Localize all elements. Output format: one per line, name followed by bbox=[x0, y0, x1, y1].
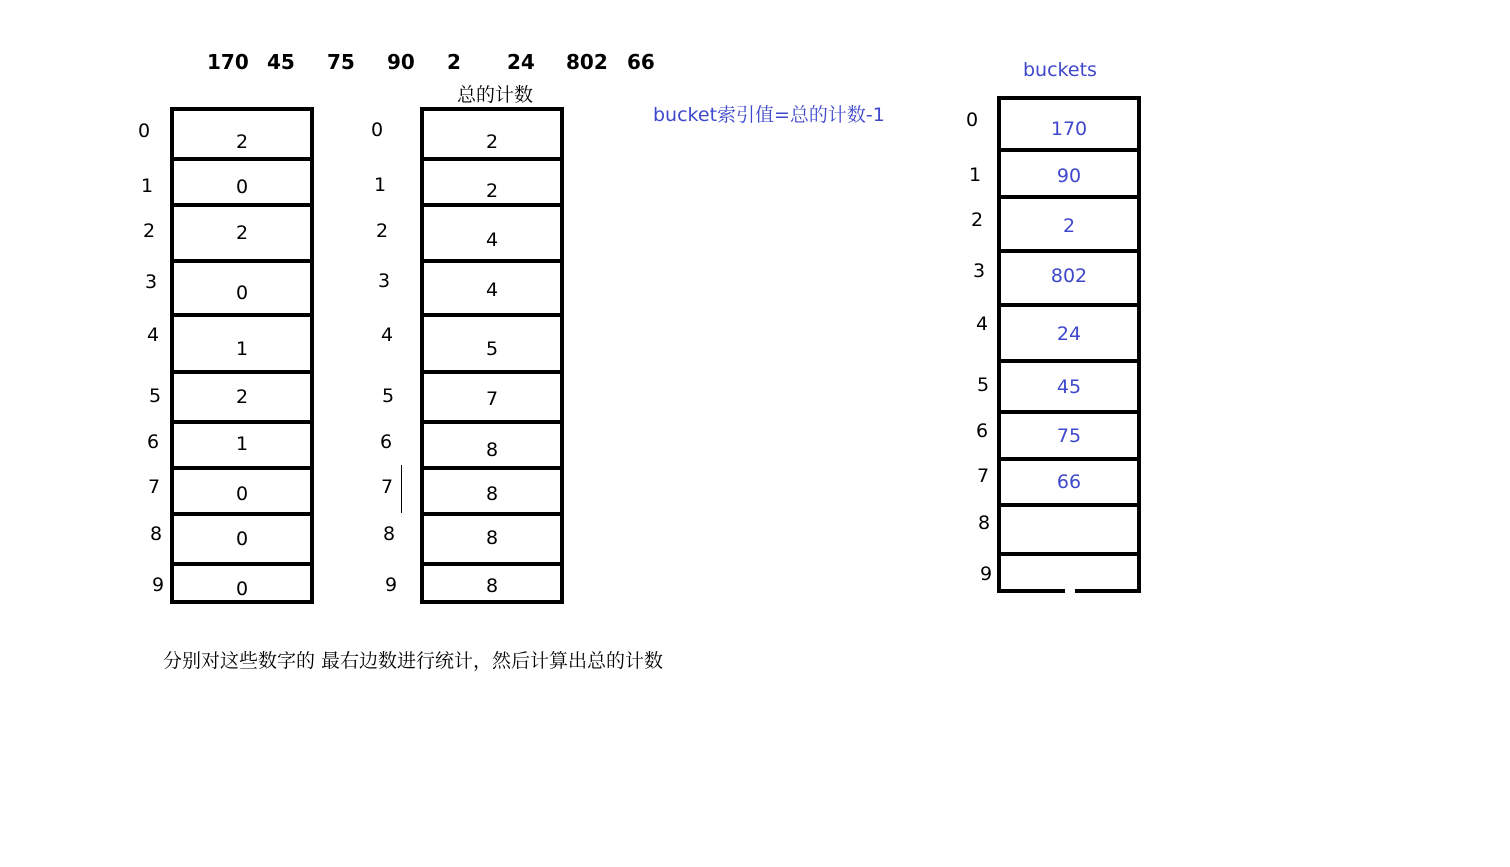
row-index: 4 bbox=[381, 324, 394, 346]
count-cell: 2 bbox=[235, 131, 249, 153]
count-cell: 0 bbox=[174, 466, 310, 514]
row-index: 3 bbox=[378, 270, 391, 292]
bucket-cell: 24 bbox=[1001, 303, 1137, 361]
total-count-cell: 2 bbox=[485, 131, 499, 153]
row-index: 5 bbox=[382, 385, 395, 407]
bottom-note: 分别对这些数字的 最右边数进行统计，然后计算出总的计数 bbox=[163, 650, 664, 672]
row-index: 1 bbox=[374, 174, 387, 196]
row-index: 1 bbox=[969, 164, 982, 186]
row-index: 9 bbox=[152, 574, 165, 596]
buckets-bottom-line bbox=[1075, 589, 1141, 593]
total-count-cell: 7 bbox=[424, 370, 560, 422]
count-table bbox=[170, 107, 314, 604]
buckets-bottom-line bbox=[997, 589, 1065, 593]
row-index: 4 bbox=[976, 313, 989, 335]
row-index: 6 bbox=[976, 420, 989, 442]
row-index: 7 bbox=[148, 476, 161, 498]
count-cell: 0 bbox=[174, 259, 310, 314]
bucket-cell bbox=[1001, 503, 1137, 554]
row-index: 5 bbox=[977, 374, 990, 396]
count-cell: 0 bbox=[174, 562, 310, 604]
row-index: 8 bbox=[383, 523, 396, 545]
formula-note: bucket索引值=总的计数-1 bbox=[653, 104, 885, 126]
row-index: 8 bbox=[150, 523, 163, 545]
buckets-title: buckets bbox=[1023, 59, 1097, 81]
row-index: 2 bbox=[971, 209, 984, 231]
count-cell: 0 bbox=[174, 157, 310, 204]
total-count-cell: 4 bbox=[424, 203, 560, 260]
total-count-cell: 4 bbox=[424, 259, 560, 314]
total-count-cell: 8 bbox=[424, 466, 560, 514]
total-count-cell: 5 bbox=[424, 313, 560, 370]
count-cell: 2 bbox=[174, 370, 310, 422]
count-cell: 1 bbox=[174, 420, 310, 468]
row-index: 3 bbox=[973, 260, 986, 282]
row-index: 0 bbox=[966, 109, 979, 131]
input-number: 45 bbox=[267, 50, 295, 74]
row-index: 2 bbox=[376, 220, 389, 242]
buckets-table bbox=[997, 96, 1141, 593]
total-count-title: 总的计数 bbox=[457, 84, 534, 106]
bucket-cell: 802 bbox=[1001, 249, 1137, 304]
input-number: 66 bbox=[627, 50, 655, 74]
row-index: 0 bbox=[371, 119, 384, 141]
total-count-table bbox=[420, 107, 564, 604]
row-index: 9 bbox=[980, 563, 993, 585]
row-index: 6 bbox=[380, 431, 393, 453]
count-cell: 1 bbox=[174, 313, 310, 370]
input-number: 90 bbox=[387, 50, 415, 74]
count-cell: 2 bbox=[174, 203, 310, 260]
bucket-cell: 170 bbox=[1050, 118, 1088, 140]
row-index: 5 bbox=[149, 385, 162, 407]
bucket-cell: 66 bbox=[1001, 457, 1137, 505]
row-index: 2 bbox=[143, 220, 156, 242]
bucket-cell: 90 bbox=[1001, 148, 1137, 197]
input-number: 170 bbox=[207, 50, 249, 74]
input-number: 2 bbox=[447, 50, 461, 74]
input-number: 75 bbox=[327, 50, 355, 74]
row-index: 9 bbox=[385, 574, 398, 596]
input-number: 802 bbox=[566, 50, 608, 74]
row-index: 4 bbox=[147, 324, 160, 346]
row-index: 7 bbox=[381, 476, 394, 498]
total-count-cell: 8 bbox=[424, 562, 560, 604]
bucket-cell: 2 bbox=[1001, 195, 1137, 250]
total-count-cell: 2 bbox=[424, 157, 560, 204]
total-count-cell: 8 bbox=[424, 420, 560, 468]
pen-stroke-mark bbox=[401, 465, 402, 513]
row-index: 8 bbox=[978, 512, 991, 534]
row-index: 3 bbox=[145, 271, 158, 293]
count-cell: 0 bbox=[174, 512, 310, 564]
bucket-cell: 75 bbox=[1001, 410, 1137, 459]
row-index: 0 bbox=[138, 120, 151, 142]
row-index: 1 bbox=[141, 175, 154, 197]
row-index: 6 bbox=[147, 431, 160, 453]
input-number: 24 bbox=[507, 50, 535, 74]
total-count-cell: 8 bbox=[424, 512, 560, 564]
bucket-cell: 45 bbox=[1001, 359, 1137, 412]
row-index: 7 bbox=[977, 465, 990, 487]
